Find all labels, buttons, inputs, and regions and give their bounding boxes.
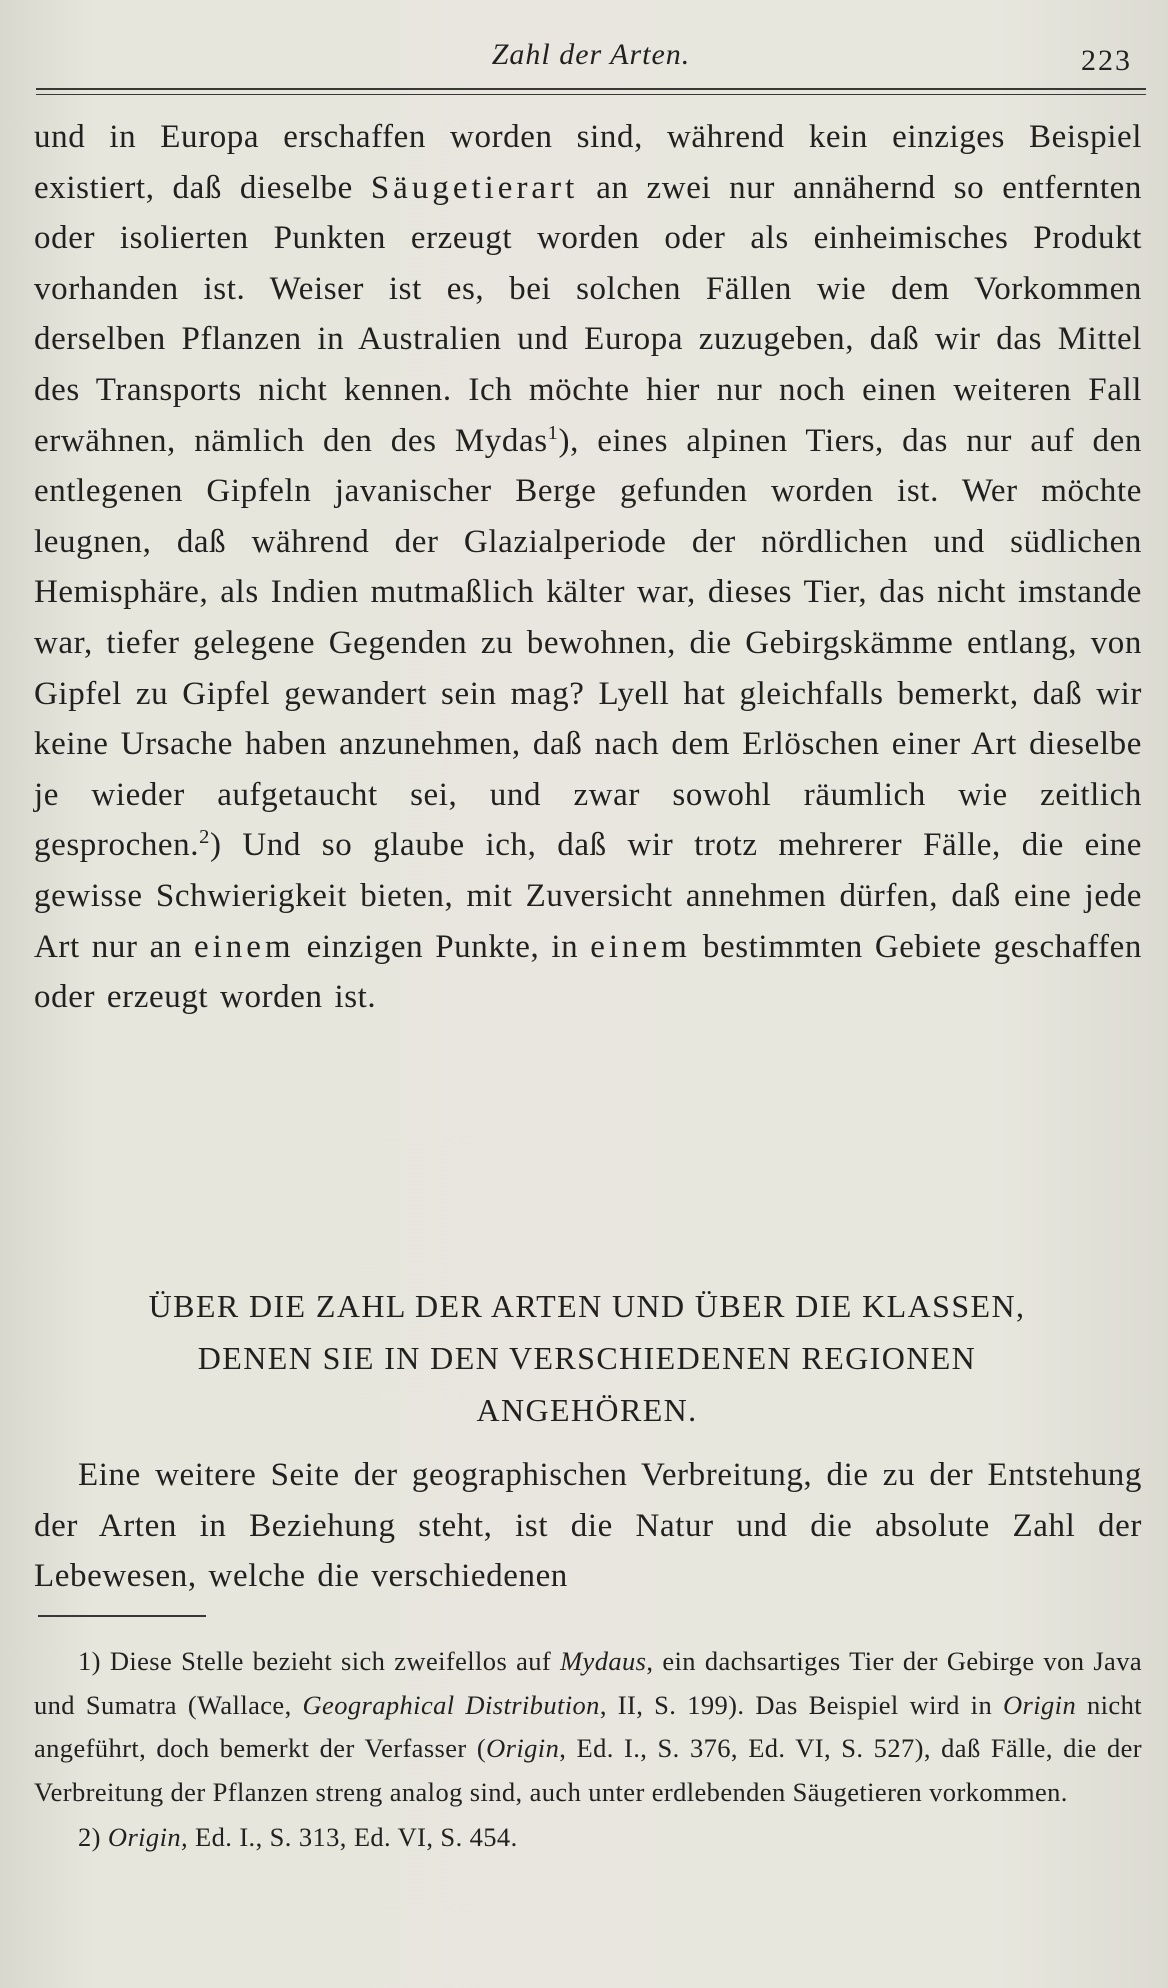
italic-run: Mydaus — [560, 1646, 647, 1676]
footnote-ref: 2 — [199, 826, 210, 849]
footnote-marker: 2) — [78, 1822, 101, 1852]
footnotes — [34, 1640, 1142, 1860]
italic-run: Origin — [486, 1733, 560, 1763]
text-run: Diese Stelle bezieht sich zweifellos auf — [100, 1646, 561, 1676]
italic-run: Geographical Distribution — [302, 1689, 600, 1720]
italic-run: Origin — [1003, 1689, 1077, 1720]
heading-line: ANGEHÖREN. — [476, 1392, 698, 1428]
paragraph-text — [34, 112, 1142, 1023]
spaced-emphasis: Säugetierart — [370, 169, 579, 206]
spaced-emphasis: einem — [590, 928, 691, 965]
text-run: , Ed. I., S. 376, Ed. VI, S. 527), daß Fälle, die der Verbreitung der Pflanzen streng analog sind, auch unter erdlebenden Säugetieren vorkommen. — [34, 1733, 1142, 1807]
text-run: nicht angeführt, doch bemerkt der Verfasser ( — [34, 1689, 1142, 1763]
text-run: , II, S. 199). Das Beispiel wird in — [599, 1689, 1004, 1720]
section-paragraph — [34, 1450, 1142, 1602]
heading-line: DENEN SIE IN DEN VERSCHIEDENEN REGIONEN — [197, 1340, 977, 1376]
italic-run: Origin, — [107, 1822, 189, 1852]
section-text: Eine weitere Seite der geographischen Verbreitung, die zu der Entstehung der Arten in Beziehung steht, ist die Natur und die absolute Zahl der Lebewesen, welche die verschiedenen — [34, 1457, 1142, 1595]
text-run: ) Und so glaube ich, daß wir trotz mehrerer Fälle, die eine gewisse Schwierigkeit bieten, mit Zuversicht annehmen dürfen, daß eine jede Art nur an — [34, 827, 1142, 965]
text-run: und in Europa erschaffen worden sind, während kein einziges Beispiel existiert, daß dieselbe — [34, 119, 1142, 206]
text-run: Ed. I., S. 313, Ed. VI, S. 454. — [188, 1822, 518, 1852]
running-title: Zahl der Arten. — [491, 38, 691, 71]
section-heading — [30, 1280, 1144, 1436]
page-number: 223 — [1081, 44, 1132, 77]
page-header — [36, 30, 1146, 92]
text-run: einzigen Punkte, in — [294, 928, 591, 965]
text-run: , ein dachsartiges Tier der Gebirge von Java und Sumatra (Wallace, — [34, 1646, 1143, 1720]
main-paragraph — [34, 112, 1142, 1023]
text-run: an zwei nur annähernd so entfernten oder isolierten Punkten erzeugt worden oder als einheimisches Produkt vorhanden ist. Weiser ist es, bei solchen Fällen wie dem Vorkommen derselben Pflanzen in Australien und Europa zuzugeben, daß wir das Mittel des Transports nicht kennen. Ich möchte hier nur noch einen weiteren Fall erwähnen, nämlich den des Mydas — [34, 169, 1142, 459]
header-rule-thin — [36, 94, 1146, 95]
footnote-separator — [38, 1615, 206, 1617]
spaced-emphasis: einem — [193, 928, 295, 965]
footnote-2 — [34, 1816, 1142, 1860]
header-rule — [36, 88, 1146, 90]
text-run: bestimmten Gebiete geschaffen oder erzeugt worden ist. — [34, 928, 1142, 1016]
footnote-ref: 1 — [547, 421, 559, 444]
heading-line: ÜBER DIE ZAHL DER ARTEN UND ÜBER DIE KLASSEN, — [148, 1288, 1026, 1324]
footnote-1 — [34, 1640, 1142, 1814]
footnote-marker: 1) — [78, 1646, 101, 1676]
text-run: ), eines alpinen Tiers, das nur auf den entlegenen Gipfeln javanischer Berge gefunden worden ist. Wer möchte leugnen, daß während der Glazialperiode der nördlichen und südlichen Hemisphäre, als Indien mutmaßlich kälter war, dieses Tier, das nicht imstande war, tiefer gelegene Gegenden zu bewohnen, die Gebirgskämme entlang, von Gipfel zu Gipfel gewandert sein mag? Lyell hat gleichfalls bemerkt, daß wir keine Ursache haben anzunehmen, daß nach dem Erlöschen einer Art dieselbe je wieder aufgetaucht sei, und zwar sowohl räumlich wie zeitlich gesprochen. — [34, 422, 1142, 864]
